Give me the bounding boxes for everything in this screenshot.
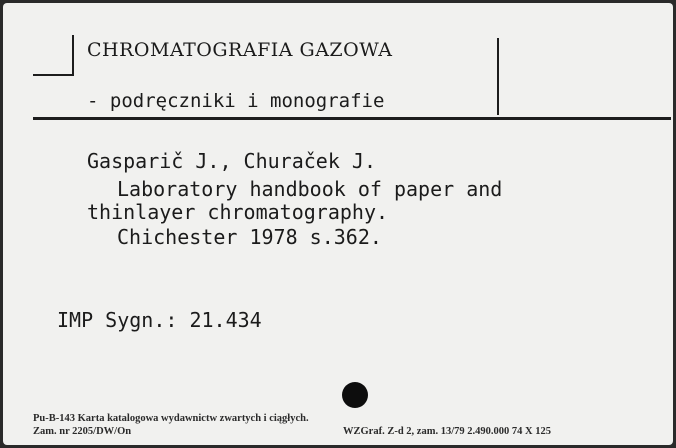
- entry-line-4: Chichester 1978 s.362.: [117, 225, 382, 249]
- subject-heading: CHROMATOGRAFIA GAZOWA: [87, 39, 393, 61]
- punch-hole: [342, 382, 368, 408]
- heading-bracket-vertical: [72, 35, 74, 75]
- entry-line-2: Laboratory handbook of paper and: [117, 177, 503, 201]
- catalog-card: [3, 3, 673, 445]
- footer-order-right: WZGraf. Z-d 2, zam. 13/79 2.490.000 74 X 125: [343, 426, 551, 437]
- heading-bracket-horizontal: [33, 74, 74, 76]
- subject-subheading: - podręczniki i monografie: [87, 90, 385, 112]
- entry-line-3: thinlayer chromatography.: [87, 200, 389, 224]
- footer-form-line: Pu-B-143 Karta katalogowa wydawnictw zwartych i ciągłych.: [33, 413, 309, 424]
- heading-underline: [33, 117, 671, 120]
- footer-order-left: Zam. nr 2205/DW/On: [33, 426, 132, 437]
- heading-right-rule: [497, 38, 499, 115]
- entry-line-1: Gasparič J., Churaček J.: [87, 149, 376, 173]
- call-number: IMP Sygn.: 21.434: [57, 308, 262, 332]
